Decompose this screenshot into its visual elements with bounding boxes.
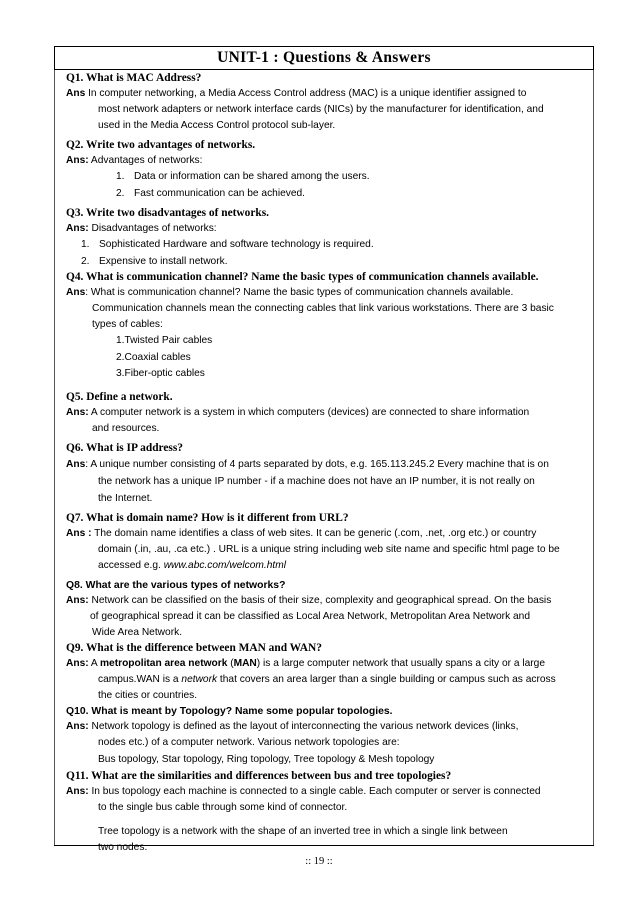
answer-8-line-2: of geographical spread it can be classified as Local Area Network, Metropolitan Area Network and — [90, 610, 531, 622]
list-item: 1.Twisted Pair cables — [116, 335, 213, 346]
answer-6 — [66, 456, 586, 473]
answer-text: Advantages of networks: — [88, 155, 203, 166]
question-8: Q8. What are the various types of networks? — [66, 579, 286, 591]
answer-text: In computer networking, a Media Access Control address (MAC) is a unique identifier assigned to — [85, 88, 527, 99]
list-item: 2. Expensive to install network. — [81, 255, 228, 267]
answer-10-line-3: Bus topology, Star topology, Ring topology, Tree topology & Mesh topology — [98, 753, 435, 765]
example-url: www.abc.com/welcom.html — [163, 559, 286, 571]
answer-label: Ans: — [66, 406, 89, 418]
answer-text: : What is communication channel? Name the basic types of communication channels available. — [85, 287, 514, 298]
answer-2 — [66, 153, 586, 169]
qa-content — [66, 71, 586, 856]
answer-6-line-2: the network has a unique IP number - if a machine does not have an IP number, it is not really on — [98, 475, 535, 487]
question-5: Q5. Define a network. — [66, 390, 173, 403]
answer-4-line-3: types of cables: — [92, 319, 163, 330]
question-3: Q3. Write two disadvantages of networks. — [66, 207, 270, 219]
list-item: 1. Sophisticated Hardware and software technology is required. — [81, 239, 374, 250]
answer-11 — [66, 784, 586, 800]
answer-7-line-2: domain (.in, .au, .ca etc.) . URL is a unique string including web site name and specific html page to be — [98, 543, 560, 555]
answer-label: Ans : — [66, 527, 92, 539]
answer-text: In bus topology each machine is connected to a single cable. Each computer or server is connected — [88, 785, 541, 797]
answer-9-line-2: campus.WAN is a network that covers an area larger than a single building or campus such as across — [98, 673, 556, 685]
answer-label: Ans: — [66, 720, 89, 732]
question-2: Q2. Write two advantages of networks. — [66, 139, 256, 151]
answer-6-line-3: the Internet. — [98, 492, 153, 504]
answer-label: Ans: — [66, 155, 89, 166]
answer-11-line-4: two nodes. — [98, 841, 148, 853]
answer-label: Ans — [66, 458, 86, 470]
answer-text: Network topology is defined as the layout of interconnecting the various network devices (links, — [88, 720, 519, 732]
list-item: 2.Coaxial cables — [116, 351, 191, 363]
question-10: Q10. What is meant by Topology? Name some popular topologies. — [66, 705, 393, 717]
list-item: 3.Fiber-optic cables — [116, 368, 205, 379]
answer-4-line-2: Communication channels mean the connecting cables that link various workstations. There are 3 basic — [92, 303, 554, 314]
answer-1 — [66, 86, 586, 102]
answer-text: : A unique number consisting of 4 parts separated by dots, e.g. 165.113.245.2 Every machine that is on — [85, 458, 549, 470]
question-6: Q6. What is IP address? — [66, 441, 183, 454]
answer-text: Disadvantages of networks: — [88, 223, 217, 234]
answer-text: A computer network is a system in which computers (devices) are connected to share information — [88, 406, 530, 418]
page-number: :: 19 :: — [305, 856, 333, 867]
answer-3 — [66, 221, 586, 237]
answer-11-line-3: Tree topology is a network with the shape of an inverted tree in which a single link between — [98, 825, 508, 837]
answer-text: The domain name identifies a class of web sites. It can be generic (.com, .net, .org etc.) or country — [91, 527, 537, 539]
footer-divider — [54, 845, 594, 846]
answer-8-line-3: Wide Area Network. — [92, 626, 183, 638]
question-7: Q7. What is domain name? How is it different from URL? — [66, 511, 349, 524]
list-item: 2. Fast communication can be achieved. — [116, 187, 306, 199]
answer-8 — [66, 593, 586, 609]
question-11: Q11. What are the similarities and differences between bus and tree topologies? — [66, 769, 452, 782]
answer-1-line-3: used in the Media Access Control protocol sub-layer. — [98, 120, 336, 131]
answer-11-line-2: to the single bus cable through some kind of connector. — [98, 801, 348, 813]
answer-9: Ans: A metropolitan area network (MAN) is a large computer network that usually spans a city or a large — [66, 657, 546, 669]
answer-5-line-2: and resources. — [92, 422, 160, 434]
page-title: UNIT-1 : Questions & Answers — [54, 46, 594, 70]
question-9: Q9. What is the difference between MAN and WAN? — [66, 641, 322, 654]
answer-10 — [66, 719, 586, 735]
answer-label: Ans: — [66, 223, 89, 234]
answer-4 — [66, 285, 586, 301]
answer-9-line-3: the cities or countries. — [98, 689, 198, 701]
answer-text: Network can be classified on the basis of their size, complexity and geographical spread. On the basis — [88, 594, 552, 606]
answer-10-line-2: nodes etc.) of a computer network. Various network topologies are: — [98, 736, 400, 748]
answer-label: Ans: — [66, 657, 89, 669]
answer-label: Ans — [66, 287, 86, 298]
list-item: 1. Data or information can be shared among the users. — [116, 171, 370, 182]
answer-label: Ans: — [66, 785, 89, 797]
answer-7 — [66, 526, 586, 542]
answer-label: Ans — [66, 88, 86, 99]
answer-1-line-2: most network adapters or network interface cards (NICs) by the manufacturer for identification, and — [98, 104, 544, 115]
question-4: Q4. What is communication channel? Name the basic types of communication channels available. — [66, 271, 539, 283]
answer-label: Ans: — [66, 594, 89, 606]
question-1: Q1. What is MAC Address? — [66, 72, 202, 84]
answer-7-line-3: accessed e.g. www.abc.com/welcom.html — [98, 559, 286, 571]
answer-5 — [66, 405, 586, 421]
